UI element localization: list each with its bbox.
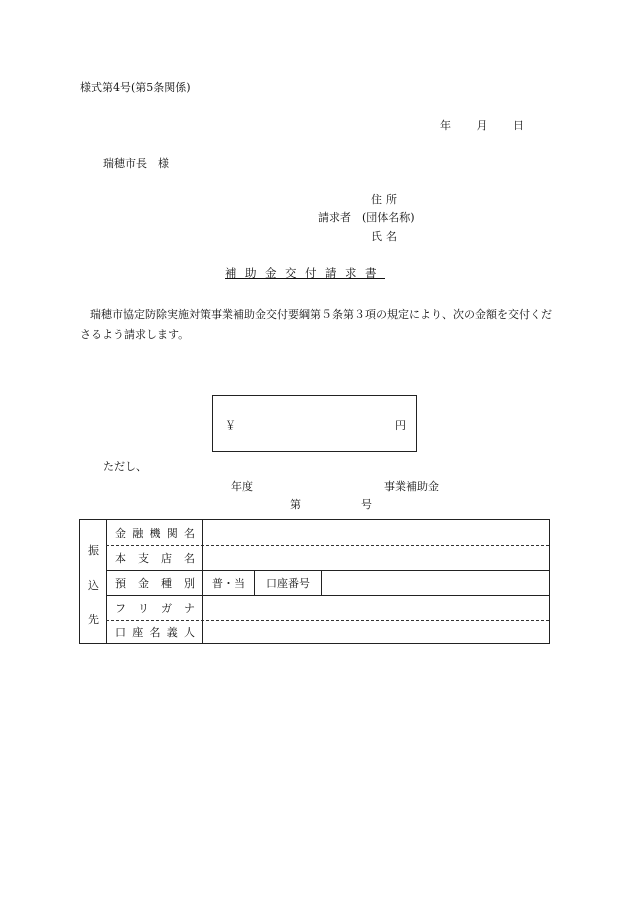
side-char-1: 振	[88, 544, 99, 557]
branch-name-label: 本 支 店 名	[106, 545, 203, 570]
account-number-field[interactable]	[322, 570, 549, 595]
row-furigana	[106, 595, 549, 621]
account-type-value: 普・当	[212, 576, 245, 590]
side-char-3: 先	[88, 613, 99, 626]
program-label: 事業補助金	[384, 480, 439, 493]
yen-sign: ￥	[225, 419, 236, 432]
account-number-label: 口座番号	[266, 576, 310, 590]
account-type-field[interactable]	[203, 570, 255, 595]
bank-name-field[interactable]	[203, 520, 549, 545]
form-number: 様式第4号(第5条関係)	[80, 81, 191, 94]
row-branch-name	[106, 545, 549, 571]
proviso-label: ただし、	[103, 460, 147, 473]
furigana-field[interactable]	[203, 595, 549, 620]
bank-transfer-table	[79, 519, 550, 644]
account-holder-field[interactable]	[203, 620, 549, 643]
account-holder-label: 口 座 名 義 人	[106, 620, 203, 643]
account-number-label-cell	[255, 570, 322, 595]
document-title: 補助金交付請求書	[225, 266, 385, 280]
branch-name-field[interactable]	[203, 545, 549, 570]
furigana-label: フ リ ガ ナ	[106, 595, 203, 620]
row-bank-name	[106, 520, 549, 546]
row-account-holder	[106, 620, 549, 643]
date-month: 月	[476, 119, 488, 132]
claimant-label: 請求者 (団体名称)	[318, 211, 415, 224]
transfer-destination-label	[80, 520, 107, 643]
en-label: 円	[395, 419, 406, 432]
date-line	[440, 120, 524, 131]
amount-box[interactable]	[212, 395, 417, 452]
name-label: 氏名	[371, 230, 401, 243]
row-account-type	[106, 570, 549, 596]
body-text: 瑞穂市協定防除実施対策事業補助金交付要綱第５条第３項の規定により、次の金額を交付くださるよう請求します。	[80, 308, 552, 341]
date-year: 年	[440, 119, 451, 132]
address-label: 住所	[371, 193, 401, 206]
account-type-label: 預 金 種 別	[106, 570, 203, 595]
bank-name-label: 金 融 機 関 名	[106, 520, 203, 545]
fiscal-year-label: 年度	[231, 480, 253, 493]
side-char-2: 込	[88, 579, 99, 592]
addressee: 瑞穂市長 様	[103, 157, 169, 170]
date-day: 日	[513, 119, 524, 132]
number-suffix: 号	[361, 498, 372, 511]
number-prefix: 第	[290, 498, 301, 511]
